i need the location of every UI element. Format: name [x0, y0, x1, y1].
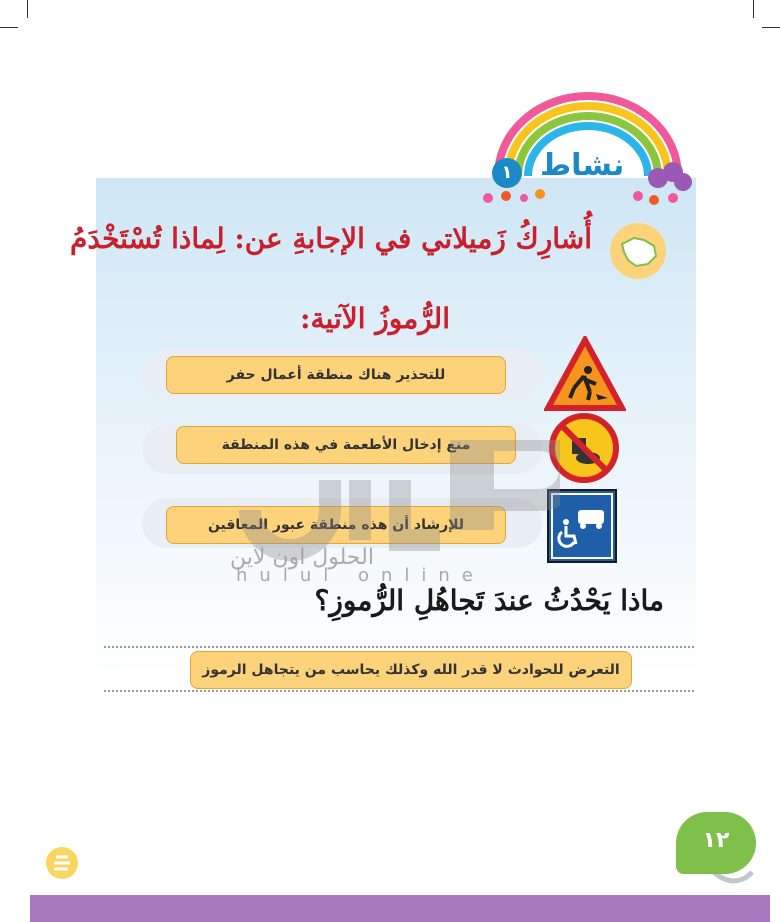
saudi-map-icon [608, 222, 668, 280]
answer-field-3[interactable]: للإرشاد أن هذه منطقة عبور المعاقين [166, 506, 506, 544]
answer-line [104, 690, 694, 692]
watermark-latin-text: hulul online [236, 565, 485, 586]
page-number: ١٢ [676, 812, 756, 874]
answer-field-1[interactable]: للتحذير هناك منطقة أعمال حفر [166, 356, 506, 394]
activity-title: نشاط [540, 148, 625, 183]
crop-mark [27, 0, 28, 18]
road-work-sign-icon [544, 336, 626, 412]
answer-line [104, 646, 694, 648]
question-line-2: الرُّموزُ الآتية: [300, 302, 450, 335]
watermark-arabic-text: الحلول اون لاين [230, 545, 374, 570]
crop-mark [762, 27, 780, 28]
question-line-1: أُشارِكُ زَميلاتي في الإجابةِ عن: لِماذا تُسْتَخْدَمُ [70, 222, 592, 255]
publisher-logo-icon [44, 845, 80, 881]
bottom-bar [30, 895, 770, 922]
answer-field-4[interactable]: التعرض للحوادث لا قدر الله وكذلك يحاسب من يتجاهل الرموز [190, 651, 632, 689]
answer-field-2[interactable]: منع إدخال الأطعمة في هذه المنطقة [176, 426, 516, 464]
question-2: ماذا يَحْدُثُ عندَ تَجاهُلِ الرُّموزِ؟ [314, 584, 664, 617]
crop-mark [0, 27, 18, 28]
activity-number: ١ [492, 158, 522, 188]
crop-mark [753, 0, 754, 18]
